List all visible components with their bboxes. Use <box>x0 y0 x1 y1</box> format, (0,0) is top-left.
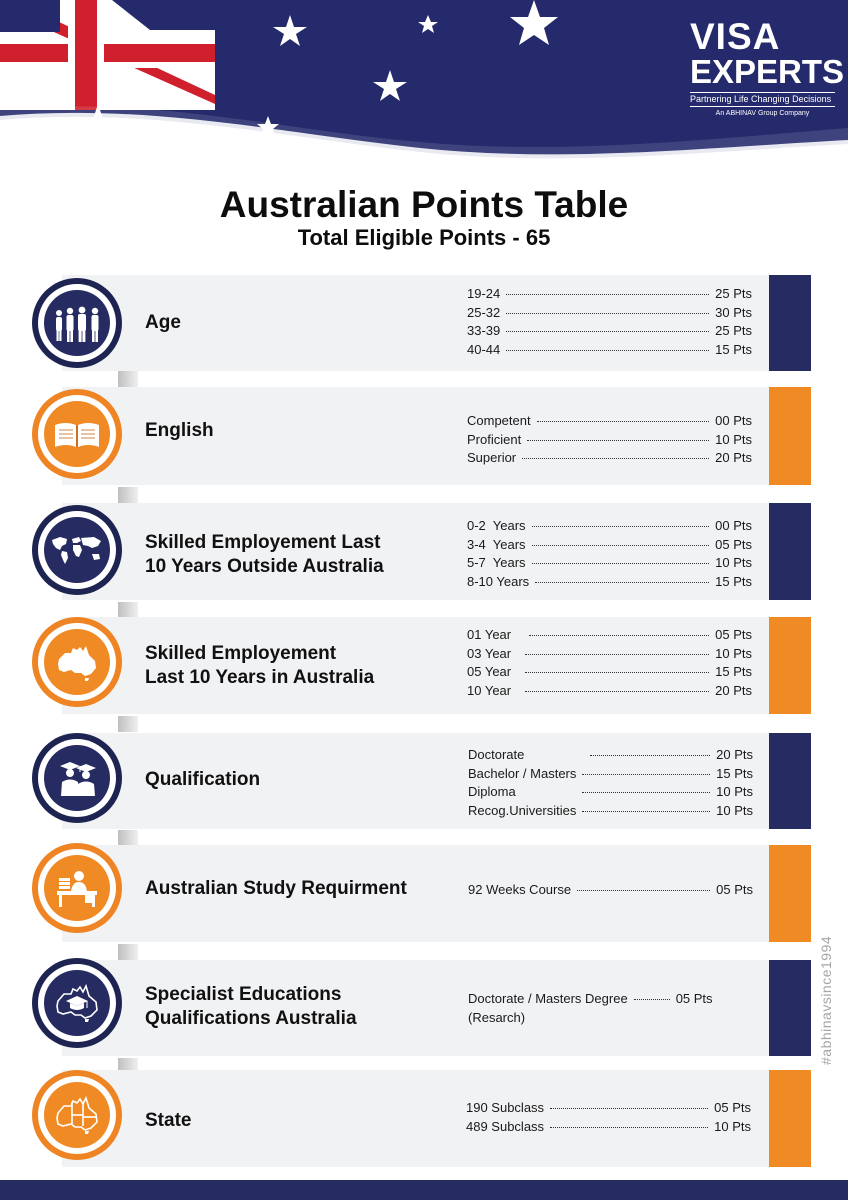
item-points: 15 Pts <box>715 341 752 357</box>
student-desk-icon <box>55 868 99 908</box>
points-item <box>466 1099 751 1118</box>
points-item <box>468 783 753 802</box>
points-item <box>468 881 753 900</box>
side-color-bar <box>769 733 811 829</box>
hashtag-vertical: #abhinavsince1994 <box>818 935 834 1065</box>
points-item <box>467 517 752 536</box>
graduates-icon <box>55 758 99 798</box>
points-item <box>467 554 752 573</box>
item-points: 05 Pts <box>715 536 752 552</box>
item-label: Recog.Universities <box>468 802 577 818</box>
category-label <box>145 531 384 579</box>
world-map-icon <box>50 534 104 566</box>
people-icon <box>51 303 103 343</box>
visa-experts-logo <box>690 16 845 119</box>
side-color-bar <box>769 617 811 714</box>
item-points: 10 Pts <box>715 555 752 570</box>
item-label: 33-39 <box>467 323 501 338</box>
category-label <box>145 311 181 335</box>
dot-leader <box>527 440 709 441</box>
item-label: 25-32 <box>467 304 501 320</box>
category-label-line: Australian Study Requirment <box>145 878 407 899</box>
item-points: 10 Pts <box>716 784 753 799</box>
item-points: 15 Pts <box>715 573 752 589</box>
category-label-line: Qualification <box>145 769 261 790</box>
points-list <box>467 626 752 700</box>
points-item <box>467 573 752 592</box>
dot-leader <box>582 774 710 775</box>
dot-leader <box>522 458 709 459</box>
row-shadow <box>118 371 138 387</box>
dot-leader <box>506 294 709 295</box>
dot-leader <box>529 635 709 636</box>
category-label-line: Last 10 Years in Australia <box>145 667 375 688</box>
category-label-line: Qualifications Australia <box>145 1008 357 1029</box>
logo-tagline: Partnering Life Changing Decisions <box>690 92 835 107</box>
side-color-bar <box>769 960 811 1056</box>
points-item <box>468 990 753 1009</box>
points-item <box>467 682 752 701</box>
australia-graduation-cap-icon <box>54 983 100 1023</box>
item-label: 01 Year <box>467 627 512 642</box>
category-icon-badge <box>32 958 122 1048</box>
item-label: Doctorate / Masters Degree <box>468 991 628 1006</box>
dot-leader <box>506 331 709 332</box>
row-shadow <box>118 716 138 732</box>
points-list <box>468 881 753 900</box>
points-item <box>467 412 752 431</box>
dot-leader <box>506 313 709 314</box>
category-label <box>145 642 374 690</box>
points-item <box>467 431 752 450</box>
item-label: Doctorate <box>468 747 525 762</box>
item-points: 10 Pts <box>716 802 753 818</box>
logo-name-line1: VISA <box>690 16 781 57</box>
points-list <box>467 412 752 468</box>
category-label <box>145 1109 191 1133</box>
row-shadow <box>118 487 138 503</box>
category-icon-badge <box>32 843 122 933</box>
item-points: 00 Pts <box>715 413 752 428</box>
item-points: 20 Pts <box>715 682 752 698</box>
points-item <box>467 341 752 360</box>
dot-leader <box>582 792 710 793</box>
points-row-specialist-education <box>0 960 848 1056</box>
points-row-english <box>0 387 848 485</box>
points-row-state <box>0 1070 848 1167</box>
item-label: Diploma <box>468 784 516 799</box>
item-points: 10 Pts <box>715 645 752 661</box>
category-icon-badge <box>32 617 122 707</box>
category-label-line: Skilled Employement Last <box>145 532 381 553</box>
item-label: Superior <box>467 450 517 465</box>
category-icon-badge <box>32 733 122 823</box>
category-icon-badge <box>32 278 122 368</box>
category-label-line: Age <box>145 312 181 333</box>
item-label: 190 Subclass <box>466 1100 545 1115</box>
dot-leader <box>525 691 709 692</box>
category-label <box>145 983 357 1031</box>
dot-leader <box>525 654 709 655</box>
item-label: 03 Year <box>467 645 512 661</box>
points-item <box>467 304 752 323</box>
item-points: 25 Pts <box>715 323 752 338</box>
item-points: 20 Pts <box>715 450 752 465</box>
item-label: 19-24 <box>467 286 501 301</box>
points-row-employment-outside <box>0 503 848 600</box>
item-label: Competent <box>467 413 531 428</box>
points-item <box>467 449 752 468</box>
item-points: 30 Pts <box>715 304 752 320</box>
points-row-age <box>0 275 848 371</box>
item-label: 10 Year <box>467 682 512 698</box>
points-item <box>467 285 752 304</box>
dot-leader <box>532 545 710 546</box>
dot-leader <box>634 999 670 1000</box>
dot-leader <box>537 421 710 422</box>
australia-map-icon <box>55 643 99 681</box>
dot-leader <box>506 350 709 351</box>
category-label <box>145 877 407 901</box>
item-label: 3-4 Years <box>467 536 526 552</box>
item-points: 15 Pts <box>716 765 753 781</box>
item-label: 489 Subclass <box>466 1118 545 1134</box>
item-label: 8-10 Years <box>467 573 530 589</box>
points-item <box>468 765 753 784</box>
points-list <box>467 517 752 591</box>
category-icon-badge <box>32 505 122 595</box>
side-color-bar <box>769 845 811 942</box>
category-label-line: Skilled Employement <box>145 643 337 664</box>
dot-leader <box>582 811 710 812</box>
side-color-bar <box>769 387 811 485</box>
item-points: 25 Pts <box>715 286 752 301</box>
dot-leader <box>532 526 710 527</box>
row-shadow <box>118 602 138 618</box>
side-color-bar <box>769 1070 811 1167</box>
open-book-icon <box>53 419 101 449</box>
category-label <box>145 768 260 792</box>
footer-bar <box>0 1180 848 1200</box>
side-color-bar <box>769 503 811 600</box>
item-label: 40-44 <box>467 341 501 357</box>
dot-leader <box>525 672 709 673</box>
dot-leader <box>532 563 710 564</box>
side-color-bar <box>769 275 811 371</box>
item-points: 20 Pts <box>716 747 753 762</box>
australia-states-map-icon <box>54 1095 100 1135</box>
points-item <box>468 802 753 821</box>
points-item <box>467 536 752 555</box>
item-label: 0-2 Years <box>467 518 526 533</box>
points-item <box>467 645 752 664</box>
item-label: Proficient <box>467 431 522 447</box>
points-item <box>468 746 753 765</box>
category-icon-badge <box>32 1070 122 1160</box>
points-list <box>468 990 753 1027</box>
page-subtitle: Total Eligible Points - 65 <box>297 225 551 250</box>
item-label: 92 Weeks Course <box>468 882 572 897</box>
dot-leader <box>550 1127 708 1128</box>
points-item-note: (Resarch) <box>468 1009 526 1025</box>
item-points: 10 Pts <box>715 431 752 447</box>
points-row-study-requirement <box>0 845 848 942</box>
category-label-line: 10 Years Outside Australia <box>145 556 384 577</box>
logo-name-line2: EXPERTS <box>690 53 845 90</box>
item-label: 5-7 Years <box>467 555 526 570</box>
item-points: 15 Pts <box>715 664 752 679</box>
dot-leader <box>590 755 710 756</box>
item-points: 00 Pts <box>715 518 752 533</box>
item-points: 05 Pts <box>675 991 713 1006</box>
points-row-qualification <box>0 733 848 829</box>
item-label: 05 Year <box>467 664 512 679</box>
item-points: 05 Pts <box>715 627 752 642</box>
dot-leader <box>535 582 709 583</box>
points-item <box>467 322 752 341</box>
item-points: 10 Pts <box>714 1118 751 1134</box>
points-row-employment-australia <box>0 617 848 714</box>
dot-leader <box>550 1108 708 1109</box>
points-list <box>467 285 752 359</box>
category-label-line: State <box>145 1110 192 1131</box>
item-points: 05 Pts <box>716 882 753 897</box>
points-list <box>466 1099 751 1136</box>
item-label: Bachelor / Masters <box>468 765 577 781</box>
points-item <box>467 626 752 645</box>
points-item <box>467 663 752 682</box>
points-item <box>466 1118 751 1137</box>
dot-leader <box>577 890 710 891</box>
item-points: 05 Pts <box>714 1100 751 1115</box>
category-icon-badge <box>32 389 122 479</box>
page-title: Australian Points Table <box>219 184 629 225</box>
category-label-line: English <box>145 420 214 441</box>
category-label <box>145 419 214 443</box>
points-list <box>468 746 753 820</box>
category-label-line: Specialist Educations <box>145 984 342 1005</box>
logo-company: An ABHINAV Group Company <box>715 110 810 117</box>
